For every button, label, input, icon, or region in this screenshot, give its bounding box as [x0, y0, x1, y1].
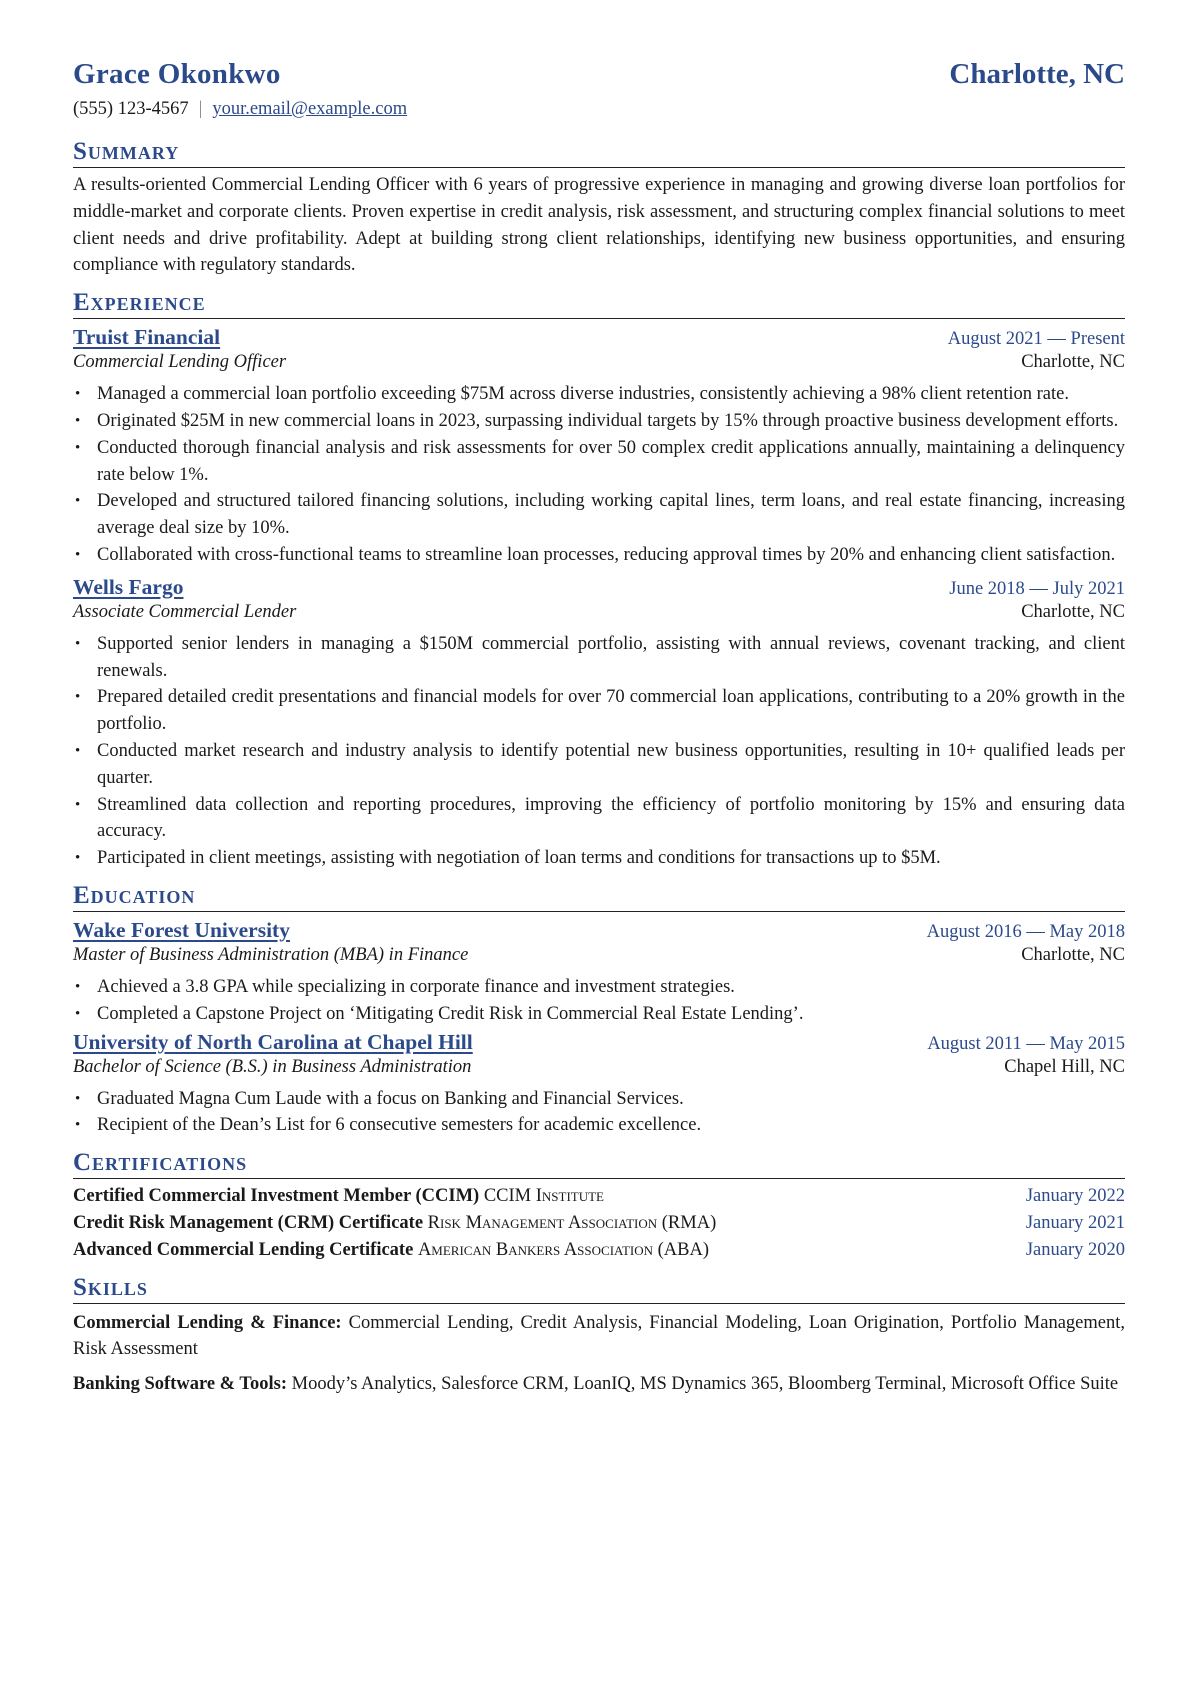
- job-location: Charlotte, NC: [1021, 601, 1125, 622]
- employer-link[interactable]: Wells Fargo: [73, 574, 184, 599]
- achievement-item: • Developed and structured tailored financing solutions, including working capital lines, term loans, and real estate financing, increasing average deal size by 10%.: [97, 488, 1125, 542]
- certification-list: [73, 1183, 1125, 1263]
- section-title-experience: Experience: [73, 289, 1125, 319]
- job-title: Associate Commercial Lender: [73, 601, 297, 622]
- employer-link[interactable]: Truist Financial: [73, 325, 221, 350]
- study-dates: August 2011 — May 2015: [927, 1033, 1125, 1054]
- resume-page: [73, 58, 1125, 1398]
- highlight-item: • Achieved a 3.8 GPA while specializing in corporate finance and investment strategies.: [97, 974, 1125, 1001]
- certification-item: [73, 1237, 1125, 1264]
- education-entry: [73, 1030, 1125, 1140]
- certification-name: Certified Commercial Investment Member (CCIM): [73, 1186, 480, 1207]
- section-title-summary: Summary: [73, 138, 1125, 168]
- achievement-item: • Conducted market research and industry analysis to identify potential new business opportunities, resulting in 10+ qualified leads per quarter.: [97, 738, 1125, 792]
- certification-date: January 2020: [1025, 1239, 1125, 1260]
- phone-number: (555) 123-4567: [73, 99, 189, 119]
- job-location: Charlotte, NC: [1021, 352, 1125, 373]
- education-highlights: [73, 1086, 1125, 1140]
- experience-entry: [73, 575, 1125, 872]
- achievement-item: • Managed a commercial loan portfolio exceeding $75M across diverse industries, consistently achieving a 98% client retention rate.: [97, 381, 1125, 408]
- achievement-item: • Participated in client meetings, assisting with negotiation of loan terms and conditions for transactions up to $5M.: [97, 845, 1125, 872]
- resume-header: [73, 58, 1125, 91]
- achievement-item: • Originated $25M in new commercial loans in 2023, surpassing individual targets by 15% through proactive business development efforts.: [97, 408, 1125, 435]
- certification-name: Advanced Commercial Lending Certificate: [73, 1239, 414, 1260]
- study-dates: August 2016 — May 2018: [926, 921, 1125, 942]
- school-location: Charlotte, NC: [1021, 944, 1125, 965]
- school-link[interactable]: Wake Forest University: [73, 917, 290, 942]
- highlight-item: • Completed a Capstone Project on ‘Mitigating Credit Risk in Commercial Real Estate Lending’.: [97, 1001, 1125, 1028]
- certification-issuer: CCIM Institute: [483, 1186, 604, 1207]
- section-title-certifications: Certifications: [73, 1149, 1125, 1179]
- achievement-item: • Conducted thorough financial analysis and risk assessments for over 50 complex credit applications annually, maintaining a delinquency rate below 1%.: [97, 435, 1125, 489]
- job-title: Commercial Lending Officer: [73, 352, 287, 373]
- school-location: Chapel Hill, NC: [1004, 1056, 1125, 1077]
- highlight-item: • Recipient of the Dean’s List for 6 consecutive semesters for academic excellence.: [97, 1112, 1125, 1139]
- certification-date: January 2021: [1025, 1212, 1125, 1233]
- section-title-education: Education: [73, 882, 1125, 912]
- skill-category: Commercial Lending & Finance:: [73, 1312, 342, 1333]
- achievement-list: [73, 381, 1125, 569]
- email-link[interactable]: your.email@example.com: [212, 99, 408, 119]
- certification-date: January 2022: [1025, 1186, 1125, 1207]
- achievement-item: • Supported senior lenders in managing a $150M commercial portfolio, assisting with annual reviews, covenant tracking, and client renewals.: [97, 631, 1125, 685]
- degree-title: Master of Business Administration (MBA) in Finance: [73, 944, 469, 965]
- experience-entry: [73, 325, 1125, 569]
- achievement-list: [73, 631, 1125, 872]
- education-highlights: [73, 974, 1125, 1028]
- education-entry: [73, 918, 1125, 1028]
- school-link[interactable]: University of North Carolina at Chapel Hill: [73, 1029, 473, 1054]
- certification-name: Credit Risk Management (CRM) Certificate: [73, 1212, 424, 1233]
- skill-category: Banking Software & Tools:: [73, 1374, 287, 1395]
- employment-dates: June 2018 — July 2021: [949, 578, 1125, 599]
- certification-issuer: Risk Management Association (RMA): [427, 1212, 717, 1233]
- summary-text: A results-oriented Commercial Lending Officer with 6 years of progressive experience in managing and growing diverse loan portfolios for middle-market and corporate clients. Proven expertise in credit analysis, risk assessment, and structuring complex financial solutions to meet client needs and drive profitability. Adept at building strong client relationships, identifying new business opportunities, and ensuring compliance with regulatory standards.: [73, 175, 1125, 276]
- achievement-item: • Prepared detailed credit presentations and financial models for over 70 commercial loan applications, contributing to a 20% growth in the portfolio.: [97, 684, 1125, 738]
- highlight-item: • Graduated Magna Cum Laude with a focus on Banking and Financial Services.: [97, 1086, 1125, 1113]
- degree-title: Bachelor of Science (B.S.) in Business Administration: [73, 1056, 472, 1077]
- certification-item: [73, 1183, 1125, 1210]
- employment-dates: August 2021 — Present: [947, 329, 1125, 350]
- certification-item: [73, 1210, 1125, 1237]
- skill-group: [73, 1371, 1125, 1398]
- candidate-location: Charlotte, NC: [949, 58, 1125, 90]
- certification-issuer: American Bankers Association (ABA): [417, 1239, 710, 1260]
- achievement-item: • Collaborated with cross-functional teams to streamline loan processes, reducing approval times by 20% and enhancing client satisfaction.: [97, 542, 1125, 569]
- section-title-skills: Skills: [73, 1274, 1125, 1304]
- contact-separator: |: [198, 99, 203, 119]
- achievement-item: • Streamlined data collection and reporting procedures, improving the efficiency of portfolio monitoring by 15% and ensuring data accuracy.: [97, 792, 1125, 846]
- contact-line: [73, 99, 1125, 120]
- skill-items: Moody’s Analytics, Salesforce CRM, LoanIQ, MS Dynamics 365, Bloomberg Terminal, Microsoft Office Suite: [291, 1374, 1119, 1395]
- candidate-name: Grace Okonkwo: [73, 58, 281, 90]
- skill-group: [73, 1310, 1125, 1364]
- skill-items: Commercial Lending, Credit Analysis, Financial Modeling, Loan Origination, Portfolio Management, Risk Assessment: [73, 1312, 1125, 1360]
